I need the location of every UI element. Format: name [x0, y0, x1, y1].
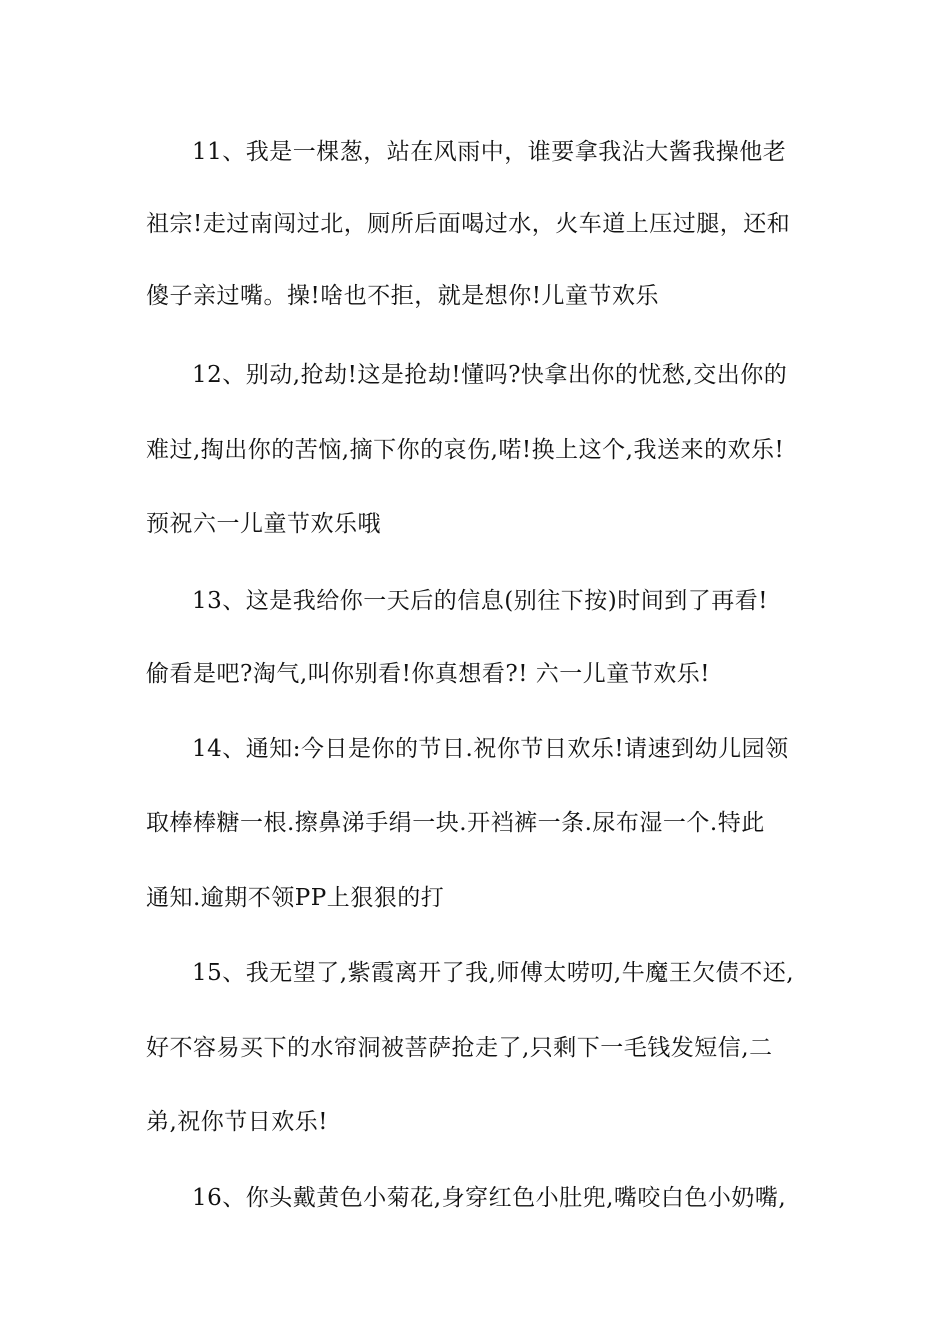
paragraph-line: 通知.逾期不领PP上狠狠的打: [146, 885, 445, 911]
paragraph-line: 难过,掏出你的苦恼,摘下你的哀伤,喏!换上这个,我送来的欢乐!: [146, 437, 785, 463]
paragraph-line: 16、你头戴黄色小菊花,身穿红色小肚兜,嘴咬白色小奶嘴,: [192, 1185, 787, 1211]
paragraph-line: 13、这是我给你一天后的信息(别往下按)时间到了再看!: [192, 588, 768, 614]
paragraph-line: 预祝六一儿童节欢乐哦: [146, 511, 381, 537]
paragraph-line: 傻子亲过嘴。操!啥也不拒，就是想你!儿童节欢乐: [146, 283, 659, 309]
paragraph-line: 祖宗!走过南闯过北，厕所后面喝过水，火车道上压过腿，还和: [146, 211, 791, 237]
paragraph-line: 弟,祝你节日欢乐!: [146, 1109, 329, 1135]
paragraph-line: 14、通知:今日是你的节日.祝你节日欢乐!请速到幼儿园领: [192, 736, 789, 762]
paragraph-line: 偷看是吧?淘气,叫你别看!你真想看?! 六一儿童节欢乐!: [146, 661, 711, 687]
paragraph-line: 好不容易买下的水帘洞被菩萨抢走了,只剩下一毛钱发短信,二: [146, 1035, 773, 1061]
paragraph-line: 12、别动,抢劫!这是抢劫!懂吗?快拿出你的忧愁,交出你的: [192, 362, 788, 388]
paragraph-line: 取棒棒糖一根.擦鼻涕手绢一块.开裆裤一条.尿布湿一个.特此: [146, 810, 765, 836]
paragraph-line: 11、我是一棵葱，站在风雨中，谁要拿我沾大酱我操他老: [192, 139, 787, 165]
paragraph-line: 15、我无望了,紫霞离开了我,师傅太唠叨,牛魔王欠债不还,: [192, 960, 795, 986]
